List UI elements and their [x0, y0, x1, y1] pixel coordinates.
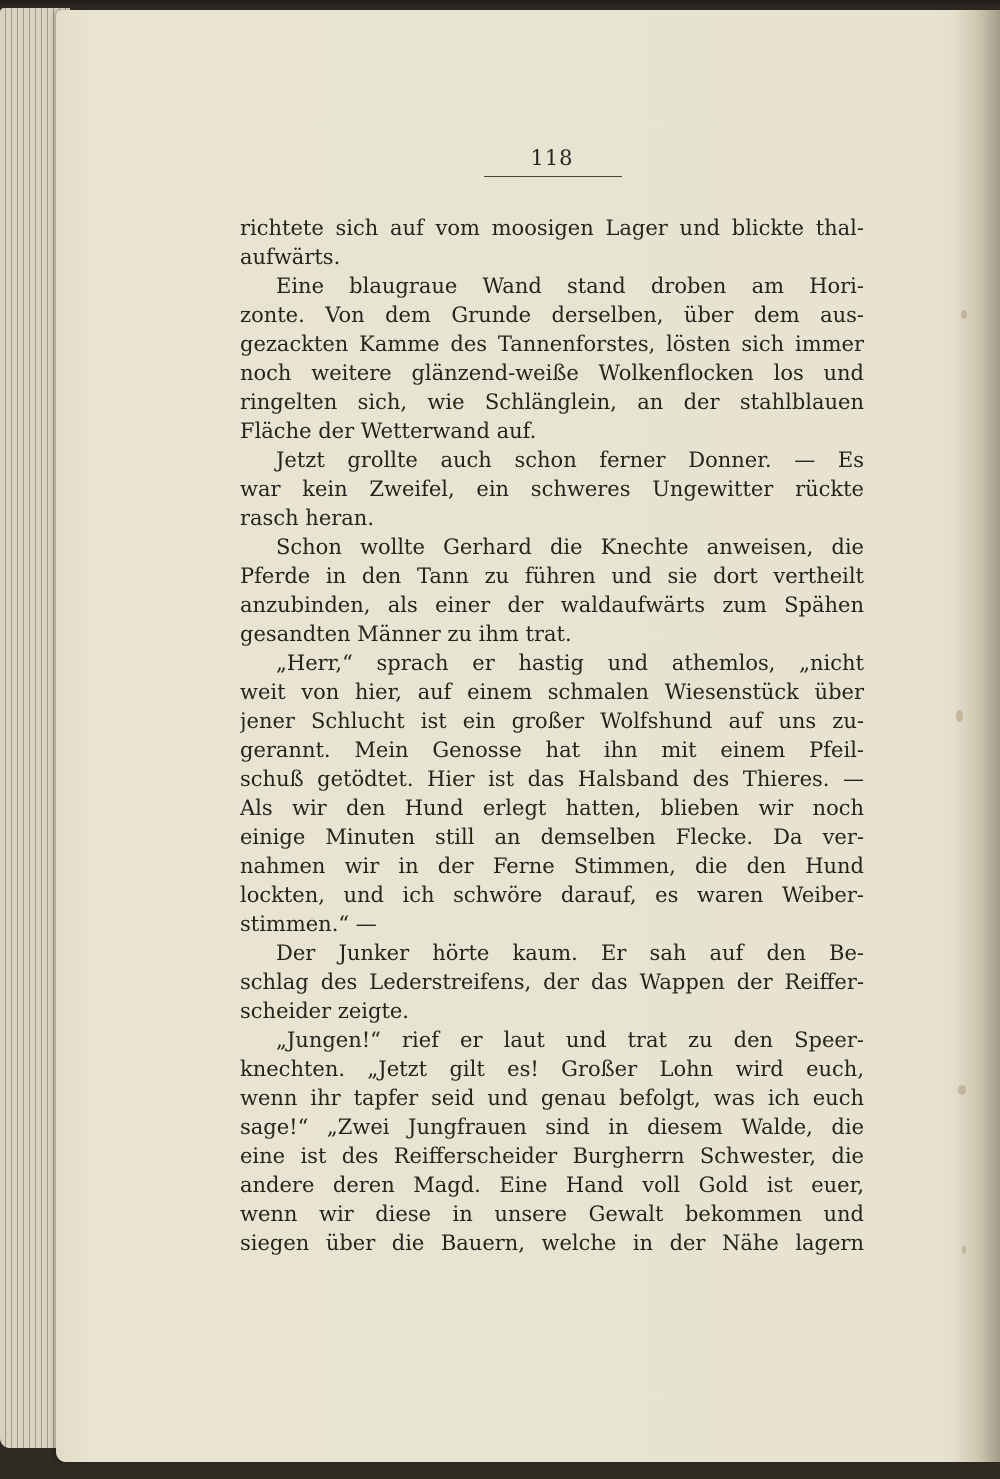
text-line: Der Junker hörte kaum. Er sah auf den Be- — [276, 941, 864, 965]
text-line: Pferde in den Tann zu führen und sie dort vertheilt — [240, 564, 864, 588]
text-line: „Jungen!“ rief er laut und trat zu den Speer- — [276, 1028, 864, 1052]
text-line: noch weitere glänzend-weiße Wolkenflocken los und — [240, 361, 864, 385]
text-line: gesandten Männer zu ihm trat. — [240, 622, 572, 646]
text-line: gerannt. Mein Genosse hat ihn mit einem Pfeil- — [240, 738, 864, 762]
paper-speck — [961, 310, 967, 319]
page-gutter-shadow — [952, 10, 1000, 1462]
text-line: schlag des Lederstreifens, der das Wappen der Reiffer- — [240, 970, 864, 994]
text-line: andere deren Magd. Eine Hand voll Gold ist euer, — [240, 1173, 864, 1197]
page-number: 118 — [530, 146, 574, 170]
text-line: knechten. „Jetzt gilt es! Großer Lohn wird euch, — [240, 1057, 864, 1081]
text-line: Fläche der Wetterwand auf. — [240, 419, 537, 443]
text-line: lockten, und ich schwöre darauf, es waren Weiber- — [240, 883, 864, 907]
text-line: nahmen wir in der Ferne Stimmen, die den Hund — [240, 854, 864, 878]
text-line: ringelten sich, wie Schlänglein, an der stahlblauen — [240, 390, 864, 414]
text-line: Eine blaugraue Wand stand droben am Hori- — [276, 274, 864, 298]
text-line: rasch heran. — [240, 506, 375, 530]
body-text — [240, 214, 864, 1258]
text-line: wenn ihr tapfer seid und genau befolgt, was ich euch — [240, 1086, 864, 1110]
text-line: zonte. Von dem Grunde derselben, über dem aus- — [240, 303, 864, 327]
text-line: stimmen.“ — — [240, 912, 377, 936]
text-line: jener Schlucht ist ein großer Wolfshund auf uns zu- — [240, 709, 864, 733]
text-line: eine ist des Reifferscheider Burgherrn Schwester, die — [240, 1144, 864, 1168]
paper-speck — [956, 710, 963, 722]
text-line: schuß getödtet. Hier ist das Halsband des Thieres. — — [240, 767, 864, 791]
text-line: wenn wir diese in unsere Gewalt bekommen und — [240, 1202, 864, 1226]
text-line: anzubinden, als einer der waldaufwärts zum Spähen — [240, 593, 864, 617]
text-line: siegen über die Bauern, welche in der Nähe lagern — [240, 1231, 864, 1255]
page-number-rule — [484, 176, 622, 177]
text-line: Als wir den Hund erlegt hatten, blieben wir noch — [240, 796, 864, 820]
paper-speck — [962, 1246, 966, 1254]
text-line: sage!“ „Zwei Jungfrauen sind in diesem Walde, die — [240, 1115, 864, 1139]
paper-speck — [958, 1085, 966, 1095]
text-line: weit von hier, auf einem schmalen Wiesenstück über — [240, 680, 864, 704]
text-line: einige Minuten still an demselben Flecke. Da ver- — [240, 825, 864, 849]
text-line: gezackten Kamme des Tannenforstes, lösten sich immer — [240, 332, 864, 356]
text-line: Jetzt grollte auch schon ferner Donner. — Es — [276, 448, 864, 472]
text-line: war kein Zweifel, ein schweres Ungewitter rückte — [240, 477, 864, 501]
text-line: scheider zeigte. — [240, 999, 409, 1023]
text-line: „Herr,“ sprach er hastig und athemlos, „nicht — [276, 651, 864, 675]
text-line: aufwärts. — [240, 245, 341, 269]
text-line: Schon wollte Gerhard die Knechte anweisen, die — [276, 535, 864, 559]
text-line: richtete sich auf vom moosigen Lager und blickte thal- — [240, 216, 864, 240]
